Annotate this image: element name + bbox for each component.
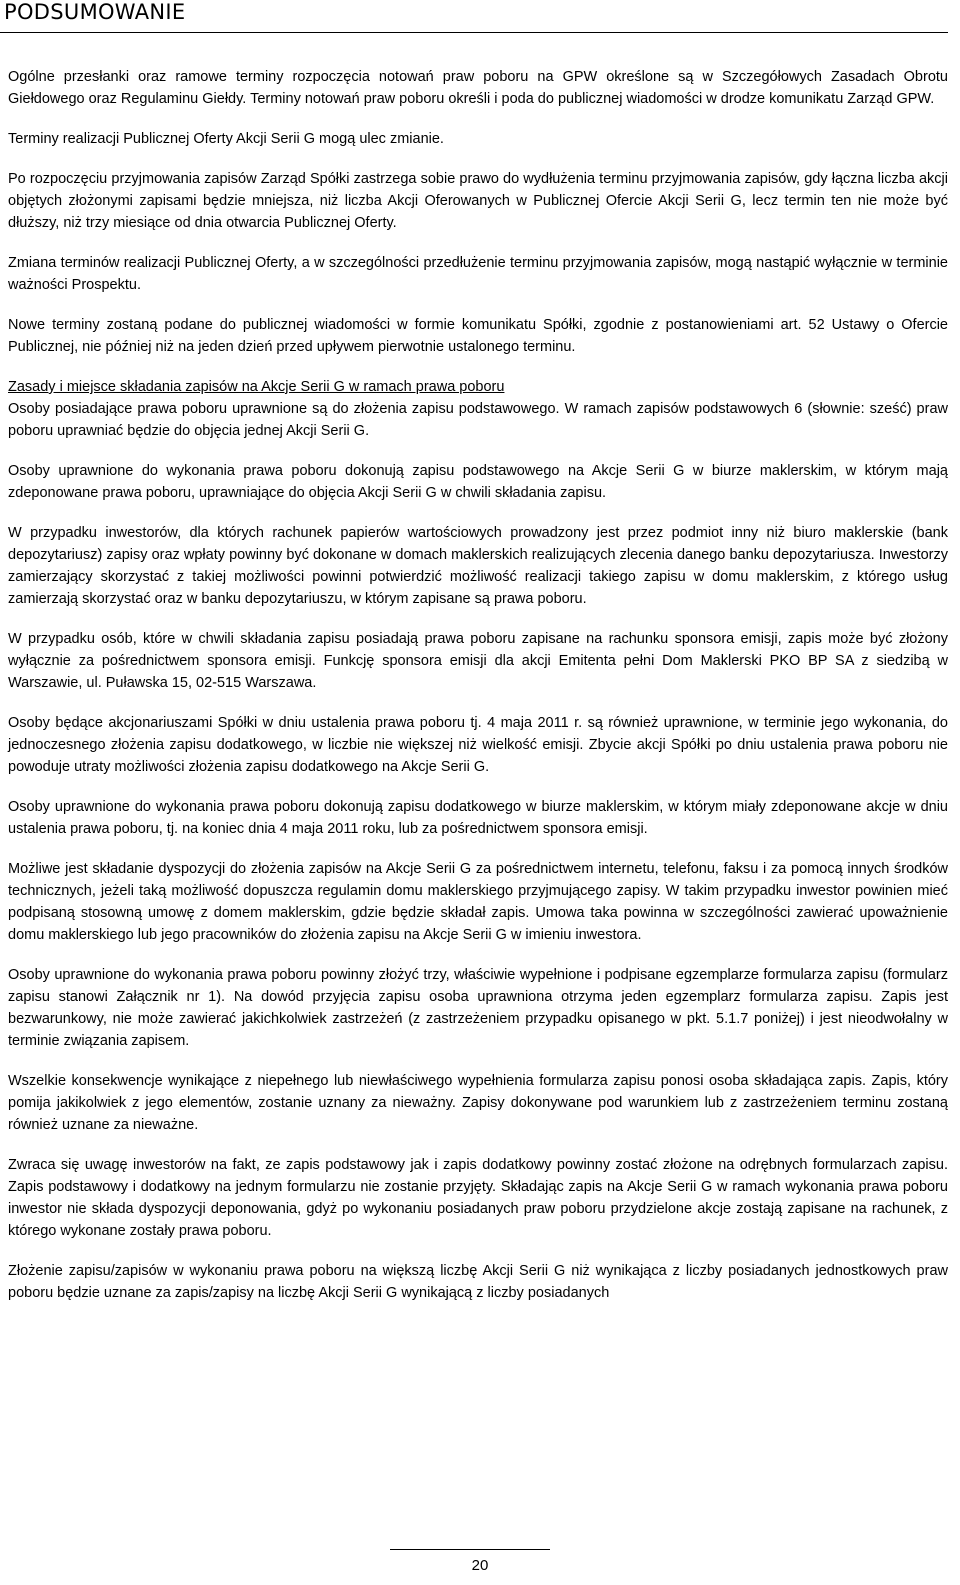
paragraph: Po rozpoczęciu przyjmowania zapisów Zarząd Spółki zastrzega sobie prawo do wydłużenia terminu przyjmowania zapisów, gdy łączna liczba akcji objętych złożonymi zapisami będzie mniejsza, niż liczba Akcji Oferowanych w Publicznej Ofercie Akcji Serii G, lecz termin ten nie może być dłuższy, niż trzy miesiące od dnia otwarcia Publicznej Oferty. xyxy=(8,171,948,231)
section-heading: Zasady i miejsce składania zapisów na Akcje Serii G w ramach prawa poboru xyxy=(8,379,505,395)
paragraph: Złożenie zapisu/zapisów w wykonaniu prawa poboru na większą liczbę Akcji Serii G niż wynikająca z liczby posiadanych jednostkowych praw poboru będzie uznane za zapis/zapisy na liczbę Akcji Serii G wynikającą z liczby posiadanych xyxy=(8,1263,948,1301)
section-block xyxy=(8,376,948,442)
paragraph: Osoby posiadające prawa poboru uprawnione są do złożenia zapisu podstawowego. W ramach zapisów podstawowych 6 (słownie: sześć) praw poboru uprawniać będzie do objęcia jednej Akcji Serii G. xyxy=(8,401,948,439)
page-number: 20 xyxy=(471,1557,489,1574)
paragraph: Zmiana terminów realizacji Publicznej Oferty, a w szczególności przedłużenie terminu przyjmowania zapisów, mogą nastąpić wyłącznie w terminie ważności Prospektu. xyxy=(8,255,948,293)
paragraph: Osoby będące akcjonariuszami Spółki w dniu ustalenia prawa poboru tj. 4 maja 2011 r. są również uprawnione, w terminie jego wykonania, do jednoczesnego złożenia zapisu dodatkowego, w liczbie nie większej niż wielkość emisji. Zbycie akcji Spółki po dniu ustalenia prawa poboru nie powoduje utraty możliwości złożenia zapisu dodatkowego na Akcje Serii G. xyxy=(8,715,948,775)
page-header xyxy=(0,0,948,33)
footer-divider xyxy=(390,1549,550,1550)
page-title: PODSUMOWANIE xyxy=(4,0,186,24)
paragraph: Zwraca się uwagę inwestorów na fakt, ze zapis podstawowy jak i zapis dodatkowy powinny zostać złożone na odrębnych formularzach zapisu. Zapis podstawowy i dodatkowy na jednym formularzu nie zostanie przyjęty. Składając zapis na Akcje Serii G w ramach wykonania prawa poboru inwestor nie składa dyspozycji deponowania, gdyż po wykonaniu posiadanych praw poboru przydzielone akcje zostają zapisane na rachunek, z którego wykonane zostały prawa poboru. xyxy=(8,1157,948,1239)
paragraph: Osoby uprawnione do wykonania prawa poboru dokonują zapisu dodatkowego w biurze maklerskim, w którym miały zdeponowane akcje w dniu ustalenia prawa poboru, tj. na koniec dnia 4 maja 2011 roku, lub za pośrednictwem sponsora emisji. xyxy=(8,799,948,837)
document-body xyxy=(8,66,948,1322)
paragraph: Osoby uprawnione do wykonania prawa poboru powinny złożyć trzy, właściwie wypełnione i podpisane egzemplarze formularza zapisu (formularz zapisu stanowi Załącznik nr 1). Na dowód przyjęcia zapisu osoba uprawniona otrzyma jeden egzemplarz formularza zapisu. Zapis jest bezwarunkowy, nie może zawierać jakichkolwiek zastrzeżeń (z zastrzeżeniem przypadku opisanego w pkt. 5.1.7 poniżej) i jest nieodwołalny w terminie związania zapisem. xyxy=(8,967,948,1049)
paragraph: W przypadku osób, które w chwili składania zapisu posiadają prawa poboru zapisane na rachunku sponsora emisji, zapis może być złożony wyłącznie za pośrednictwem sponsora emisji. Funkcję sponsora emisji dla akcji Emitenta pełni Dom Maklerski PKO BP SA z siedzibą w Warszawie, ul. Puławska 15, 02-515 Warszawa. xyxy=(8,631,948,691)
paragraph: Osoby uprawnione do wykonania prawa poboru dokonują zapisu podstawowego na Akcje Serii G w biurze maklerskim, w którym mają zdeponowane prawa poboru, uprawniające do objęcia Akcji Serii G w chwili składania zapisu. xyxy=(8,463,948,501)
paragraph: Nowe terminy zostaną podane do publicznej wiadomości w formie komunikatu Spółki, zgodnie z postanowieniami art. 52 Ustawy o Ofercie Publicznej, nie później niż na jeden dzień przed upływem pierwotnie ustalonego terminu. xyxy=(8,317,948,355)
paragraph: Możliwe jest składanie dyspozycji do złożenia zapisów na Akcje Serii G za pośrednictwem internetu, telefonu, faksu i za pomocą innych środków technicznych, jeżeli taką możliwość dopuszcza regulamin domu maklerskiego przyjmującego zapisy. W takim przypadku inwestor powinien mieć podpisaną stosowną umowę z domem maklerskim, gdzie będzie składał zapis. Umowa taka powinna w szczególności zawierać upoważnienie domu maklerskiego lub jego pracowników do złożenia zapisu na Akcje Serii G w imieniu inwestora. xyxy=(8,861,948,943)
paragraph: Wszelkie konsekwencje wynikające z niepełnego lub niewłaściwego wypełnienia formularza zapisu ponosi osoba składająca zapis. Zapis, który pomija jakikolwiek z jego elementów, zostanie uznany za nieważny. Zapisy dokonywane pod warunkiem lub z zastrzeżeniem terminu zostaną również uznane za nieważne. xyxy=(8,1073,948,1133)
paragraph: Ogólne przesłanki oraz ramowe terminy rozpoczęcia notowań praw poboru na GPW określone są w Szczegółowych Zasadach Obrotu Giełdowego oraz Regulaminu Giełdy. Terminy notowań praw poboru określi i poda do publicznej wiadomości w drodze komunikatu Zarząd GPW. xyxy=(8,69,948,107)
paragraph: Terminy realizacji Publicznej Oferty Akcji Serii G mogą ulec zmianie. xyxy=(8,131,444,147)
paragraph: W przypadku inwestorów, dla których rachunek papierów wartościowych prowadzony jest przez podmiot inny niż biuro maklerskie (bank depozytariusz) zapisy oraz wpłaty powinny być dokonane w domach maklerskich realizujących zlecenia danego banku depozytariusza. Inwestorzy zamierzający skorzystać z takiej możliwości powinni potwierdzić możliwość realizacji takiego zapisu w domu maklerskim, z którego usług zamierzają skorzystać oraz w banku depozytariuszu, w którym zapisane są prawa poboru. xyxy=(8,525,948,607)
